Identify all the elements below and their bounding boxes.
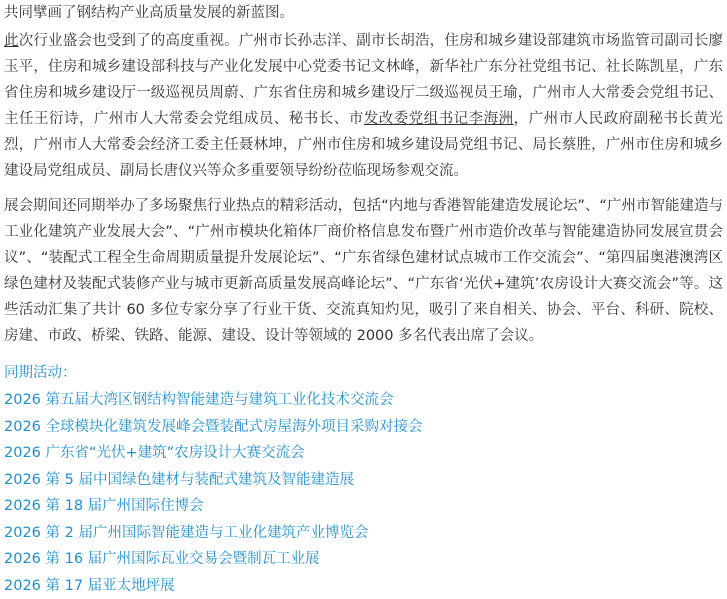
event-item-4: 2026 第 5 届中国绿色建材与装配式建筑及智能建造展: [4, 467, 723, 494]
paragraph-2-text-b: ，广州市人民政府副秘书长黄光烈，广州市人大常委会经济工委主任聂林坤，广州市住房和城乡建设局党组书记、局长蔡胜，广州市住房和城乡建设局党组成员、副局长唐仪兴等众多重要领导纷纷莅临现场参观交流。: [4, 111, 723, 179]
event-item-8: 2026 第 17 届亚太地坪展: [4, 573, 723, 599]
event-item-7: 2026 第 16 届广州国际瓦业交易会暨制瓦工业展: [4, 546, 723, 573]
event-item-1: 2026 第五届大湾区钢结构智能建造与建筑工业化技术交流会: [4, 387, 723, 414]
event-item-5: 2026 第 18 届广州国际住博会: [4, 493, 723, 520]
paragraph-2-underline-lead: 此: [4, 33, 19, 49]
paragraph-3: [4, 193, 723, 349]
events-heading: 同期活动：: [4, 360, 723, 386]
paragraph-1-text: 共同擘画了钢结构产业高质量发展的新蓝图。: [4, 5, 294, 21]
paragraph-gap-1: [4, 186, 723, 193]
event-item-2: 2026 全球模块化建筑发展峰会暨装配式房屋海外项目采购对接会: [4, 414, 723, 441]
event-item-3: 2026 广东省“光伏+建筑”农房设计大赛交流会: [4, 440, 723, 467]
paragraph-1: [4, 0, 723, 26]
paragraph-2: [4, 28, 723, 184]
paragraph-3-text: 展会期间还同期举办了多场聚焦行业热点的精彩活动，包括“内地与香港智能建造发展论坛”、“广州市智能建造与工业化建筑产业发展大会”、“广州市模块化箱体厂商价格信息发布暨广州市造价改革与智能建造协同发展宣贯会议”、“装配式工程全生命周期质量提升发展论坛”、“广东省绿色建材试点城市工作交流会”、“第四届奥港澳湾区绿色建材及装配式装修产业与城市更新高质量发展高峰论坛”、“广东省‘光伏+建筑’农房设计大赛交流会”等。这些活动汇集了共计 60 多位专家分享了行业干货、交流真知灼见，吸引了来自相关、协会、平台、科研、院校、房建、市政、桥梁、铁路、能源、建设、设计等领域的 2000 多名代表出席了会议。: [4, 198, 723, 344]
paragraph-2-text-a: 次行业盛会也受到了的高度重视。广州市长孙志洋、副市长胡浩，住房和城乡建设部建筑市场监管司副司长廖玉平，住房和城乡建设部科技与产业化发展中心党委书记文林峰，新华社广东分社党组书记、社长陈凯星，广东省住房和城乡建设厅一级巡视员周蔚、广东省住房和城乡建设厅二级巡视员王瑜，广州市人大常委会党组书记、主任王衍诗，广州市人大常委会党组成员、秘书长、市: [4, 33, 723, 127]
paragraph-2-underline-name: 发改委党组书记李海洲: [364, 111, 514, 127]
paragraph-gap-2: [4, 351, 723, 360]
event-item-6: 2026 第 2 届广州国际智能建造与工业化建筑产业博览会: [4, 520, 723, 547]
